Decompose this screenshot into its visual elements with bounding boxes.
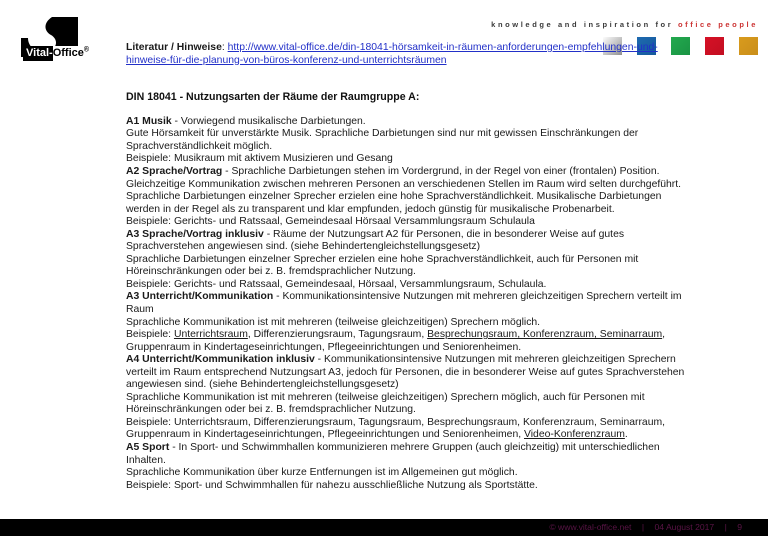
literature-note <box>126 42 692 67</box>
paragraph: Sprachliche Kommunikation ist mit mehreren (teilweise gleichzeitigen) Sprechern möglich, auch für Personen mit Höreinschränkungen oder bei z. B. fremdsprachlicher Nutzung. <box>126 391 645 416</box>
paragraph: Sprachliche Darbietungen einzelner Sprecher erzielen eine hohe Sprachverständlichkeit, auch für Personen mit Höreinschränkungen oder bei z. B. fremdsprachlicher Nutzung. <box>126 253 639 278</box>
paragraph: Sprachliche Kommunikation über kurze Entfernungen ist im Allgemeinen gut möglich. <box>126 467 518 479</box>
literature-link[interactable]: http://www.vital-office.de/din-18041-hörsamkeit-in-räumen-anforderungen-empfehlungen-und-hinweise-für-die-planung-von-büros-konferenz-und-unterrichtsräumen <box>126 42 658 66</box>
paragraph: Beispiele: Gerichts- und Ratssaal, Gemeindesaal, Hörsaal, Versammlungsraum, Schulaula. <box>126 278 547 290</box>
registered-mark: ® <box>83 46 90 53</box>
paragraph: A3 Sprache/Vortrag inklusiv - Räume der Nutzungsart A2 für Personen, die in besonderer Weise auf gutes Sprachverstehen angewiesen sind. (siehe Behindertengleichstellungsgesetz) <box>126 228 625 253</box>
paragraph: A1 Musik - Vorwiegend musikalische Darbietungen. <box>126 115 366 127</box>
paragraph: A4 Unterricht/Kommunikation inklusiv - Kommunikationsintensive Nutzungen mit mehreren gleichzeitigen Sprechern verteilt im Raum entsprechend Nutzungsart A3, jedoch für Personen, die in besonderer Weise auf gutes Sprachverstehen angewiesen sind. (siehe Behindertengleichstellungsgesetz) <box>126 354 685 391</box>
logo-text-office: Office® <box>52 46 90 59</box>
literature-colon: : <box>221 42 228 53</box>
tagline-highlight: office people <box>677 20 758 29</box>
document-heading: DIN 18041 - Nutzungsarten der Räume der Raumgruppe A: <box>126 91 420 104</box>
footer-text <box>0 519 768 536</box>
paragraph: Beispiele: Musikraum mit aktivem Musizieren und Gesang <box>126 153 393 165</box>
red-square <box>705 37 724 55</box>
paragraph: Sprachliche Kommunikation ist mit mehreren (teilweise gleichzeitigen) Sprechern möglich. <box>126 316 541 328</box>
footer-separator: | <box>641 522 645 532</box>
paragraph: Beispiele: Unterrichtsraum, Differenzierungsraum, Tagungsraum, Besprechungsraum, Konferenzraum, Seminarraum, Gruppenraum in Kindertageseinrichtungen, Pflegeeinrichtungen und Seniorenheimen. <box>126 329 666 353</box>
tagline <box>491 20 758 29</box>
vital-office-logo <box>21 17 121 61</box>
paragraph: Beispiele: Unterrichtsraum, Differenzierungsraum, Tagungsraum, Besprechungsraum, Konferenzraum, Seminarraum, Gruppenraum in Kindertageseinrichtungen, Pflegeeinrichtungen und Seniorenheimen, Video-Konferenzraum. <box>126 416 666 441</box>
paragraph: A3 Unterricht/Kommunikation - Kommunikationsintensive Nutzungen mit mehreren gleichzeitigen Sprechern verteilt im Raum <box>126 291 682 315</box>
document-body <box>126 116 692 492</box>
gold-square <box>739 37 758 55</box>
paragraph: Gute Hörsamkeit für unverstärkte Musik. Sprachliche Darbietungen sind nur mit gewissen Einschränkungen der Sprachverständlichkeit möglich. <box>126 128 639 152</box>
paragraph: Sprachliche Darbietungen einzelner Sprecher erzielen eine hohe Sprachverständlichkeit. Musikalische Darbietungen werden in der Regel als zu transparent und klar empfunden, jedoch günstig für musikalische Probenarbeit. <box>126 191 662 215</box>
document-content <box>126 42 692 492</box>
paragraph: A2 Sprache/Vortrag - Sprachliche Darbietungen stehen im Vordergrund, in der Regel von einer (frontalen) Position. Gleichzeitige Kommunikation zwischen mehreren Personen an verschiedenen Stellen im Raum wird selten durchgeführt. <box>126 165 682 190</box>
footer-separator: | <box>724 522 727 532</box>
logo-wordmark <box>23 46 90 59</box>
page-number: 9 <box>737 522 742 532</box>
literature-label: Literatur / Hinweise <box>126 42 222 53</box>
paragraph: A5 Sport - In Sport- und Schwimmhallen kommunizieren mehrere Gruppen (auch gleichzeitig) mit unterschiedlichen Inhalten. <box>126 442 660 466</box>
footer-date: 04 August 2017 <box>654 522 715 532</box>
tagline-prefix: knowledge and inspiration for <box>491 20 678 29</box>
paragraph: Beispiele: Gerichts- und Ratssaal, Gemeindesaal Hörsaal Versammlungsraum Schulaula <box>126 216 535 228</box>
paragraph: Beispiele: Sport- und Schwimmhallen für nahezu ausschließliche Nutzung als Sportstätte. <box>126 479 538 491</box>
footer-bar <box>0 519 768 536</box>
logo-text-vital: Vital- <box>23 46 53 61</box>
footer-copyright-url[interactable]: © www.vital-office.net <box>549 522 632 532</box>
